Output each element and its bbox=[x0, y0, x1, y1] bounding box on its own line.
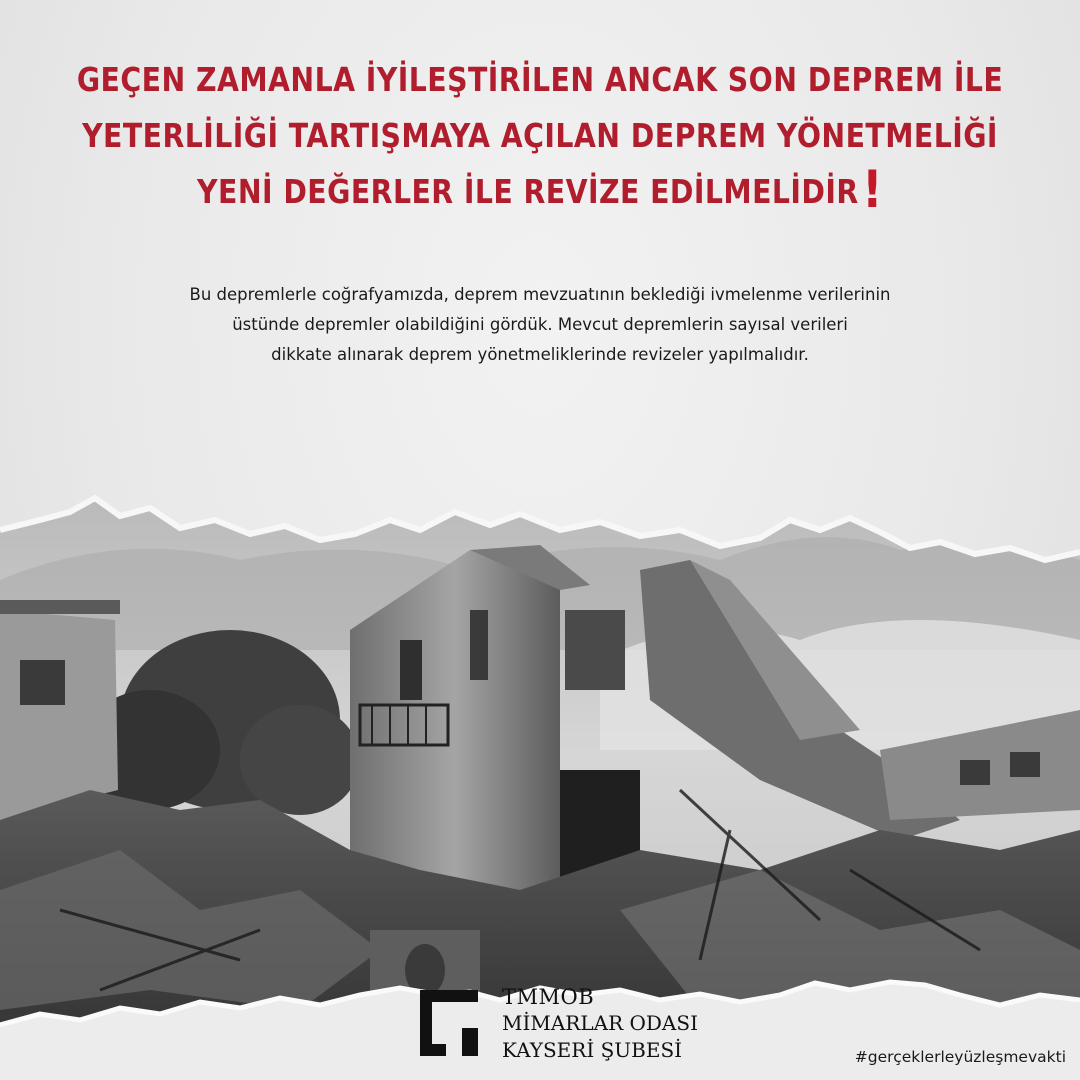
headline bbox=[76, 52, 1005, 220]
headline-line-2: YETERLİLİĞİ TARTIŞMAYA AÇILAN DEPREM YÖNETMELİĞİ bbox=[82, 116, 998, 155]
logo-line-3: KAYSERİ ŞUBESİ bbox=[502, 1038, 683, 1062]
exclamation-icon: ! bbox=[862, 160, 883, 220]
bracket-logo-icon bbox=[418, 988, 480, 1058]
hashtag: #gerçeklerleyüzleşmevakti bbox=[854, 1048, 1066, 1066]
body-paragraph bbox=[100, 280, 980, 370]
headline-line-1: GEÇEN ZAMANLA İYİLEŞTİRİLEN ANCAK SON DEPREM İLE bbox=[76, 60, 1004, 99]
body-line-2: üstünde depremler olabildiğini gördük. Mevcut depremlerin sayısal verileri bbox=[232, 315, 848, 334]
logo-text bbox=[502, 984, 698, 1064]
headline-line-3-text: YENİ DEĞERLER İLE REVİZE EDİLMELİDİR bbox=[197, 172, 859, 211]
body-line-1: Bu depremlerle coğrafyamızda, deprem mevzuatının beklediği ivmelenme verilerinin bbox=[189, 285, 891, 304]
body-line-3: dikkate alınarak deprem yönetmeliklerinde revizeler yapılmalıdır. bbox=[271, 345, 809, 364]
logo-line-1: TMMOB bbox=[502, 985, 595, 1009]
headline-line-3 bbox=[76, 160, 1005, 220]
logo-line-2: MİMARLAR ODASI bbox=[502, 1011, 698, 1035]
